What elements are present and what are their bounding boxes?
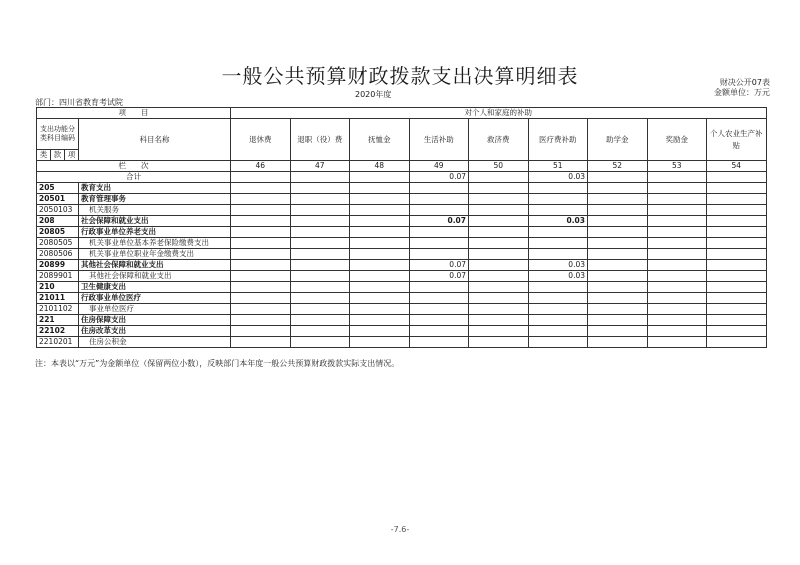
value-cell — [588, 326, 648, 337]
row-code: 210 — [37, 282, 79, 293]
value-cell — [528, 326, 588, 337]
value-cell — [469, 216, 529, 227]
value-cell — [409, 194, 469, 205]
value-cell — [350, 260, 410, 271]
value-cell — [231, 337, 291, 348]
page-number: -7.6- — [390, 525, 410, 534]
value-cell — [350, 216, 410, 227]
col-num-5: 50 — [469, 161, 529, 172]
value-cell — [528, 227, 588, 238]
value-cell — [231, 282, 291, 293]
value-cell — [647, 293, 707, 304]
value-cell — [528, 337, 588, 348]
value-cell — [707, 260, 767, 271]
header-row-1 — [37, 108, 767, 119]
item-header: 项 目 — [37, 108, 231, 119]
value-cell — [528, 282, 588, 293]
col-header-7: 助学金 — [588, 119, 648, 161]
value-cell — [350, 249, 410, 260]
value-cell — [350, 238, 410, 249]
table-row — [37, 315, 767, 326]
row-code: 2080505 — [37, 238, 79, 249]
value-cell — [409, 293, 469, 304]
row-code: 2080506 — [37, 249, 79, 260]
value-cell — [588, 205, 648, 216]
row-name: 社会保障和就业支出 — [79, 216, 231, 227]
row-name: 住房改革支出 — [79, 326, 231, 337]
row-code: 208 — [37, 216, 79, 227]
department-name: 部门：四川省教育考试院 — [35, 98, 123, 107]
row-code: 221 — [37, 315, 79, 326]
row-name: 其他社会保障和就业支出 — [79, 271, 231, 282]
col-header-4: 生活补助 — [409, 119, 469, 161]
value-cell — [469, 304, 529, 315]
row-name: 行政事业单位养老支出 — [79, 227, 231, 238]
lei-header: 类 — [37, 150, 51, 161]
value-cell: 0.07 — [409, 271, 469, 282]
value-cell — [350, 293, 410, 304]
value-cell — [290, 304, 350, 315]
value-cell — [409, 304, 469, 315]
value-cell — [231, 194, 291, 205]
value-cell — [588, 304, 648, 315]
value-cell — [469, 271, 529, 282]
expenditure-table — [36, 107, 767, 348]
row-code: 205 — [37, 183, 79, 194]
value-cell — [647, 227, 707, 238]
table-row — [37, 282, 767, 293]
value-cell — [290, 337, 350, 348]
value-cell — [469, 315, 529, 326]
row-name: 教育支出 — [79, 183, 231, 194]
value-cell — [409, 205, 469, 216]
value-cell — [350, 227, 410, 238]
value-cell — [707, 183, 767, 194]
col-header-3: 抚恤金 — [350, 119, 410, 161]
value-cell — [647, 183, 707, 194]
value-cell — [231, 271, 291, 282]
value-cell — [231, 227, 291, 238]
total-row — [37, 172, 767, 183]
kuan-header: 款 — [51, 150, 65, 161]
row-code: 20501 — [37, 194, 79, 205]
total-cell — [350, 172, 410, 183]
value-cell — [588, 227, 648, 238]
value-cell — [647, 249, 707, 260]
value-cell — [469, 337, 529, 348]
value-cell — [290, 183, 350, 194]
value-cell — [350, 194, 410, 205]
value-cell — [231, 260, 291, 271]
row-name: 行政事业单位医疗 — [79, 293, 231, 304]
value-cell — [469, 282, 529, 293]
table-row — [37, 326, 767, 337]
row-name: 住房保障支出 — [79, 315, 231, 326]
value-cell — [707, 271, 767, 282]
value-cell — [707, 337, 767, 348]
value-cell — [290, 271, 350, 282]
value-cell — [290, 260, 350, 271]
value-cell — [350, 337, 410, 348]
value-cell: 0.07 — [409, 216, 469, 227]
table-row — [37, 183, 767, 194]
value-cell — [588, 249, 648, 260]
col-header-9: 个人农业生产补贴 — [707, 119, 767, 161]
lanci-label: 栏 次 — [37, 161, 231, 172]
col-num-6: 51 — [528, 161, 588, 172]
value-cell: 0.03 — [528, 271, 588, 282]
col-num-1: 46 — [231, 161, 291, 172]
row-code: 20899 — [37, 260, 79, 271]
value-cell — [647, 260, 707, 271]
row-name: 事业单位医疗 — [79, 304, 231, 315]
table-row — [37, 271, 767, 282]
name-label-header: 科目名称 — [79, 119, 231, 161]
value-cell — [231, 249, 291, 260]
column-number-row — [37, 161, 767, 172]
value-cell — [469, 227, 529, 238]
table-row — [37, 227, 767, 238]
value-cell — [231, 205, 291, 216]
col-header-8: 奖励金 — [647, 119, 707, 161]
value-cell — [231, 216, 291, 227]
value-cell — [647, 315, 707, 326]
value-cell — [528, 238, 588, 249]
xiang-header: 项 — [65, 150, 79, 161]
value-cell — [707, 282, 767, 293]
value-cell — [707, 194, 767, 205]
value-cell — [469, 293, 529, 304]
value-cell — [707, 227, 767, 238]
table-row — [37, 194, 767, 205]
page-title: 一般公共预算财政拨款支出决算明细表 — [221, 64, 579, 88]
amount-unit: 金额单位：万元 — [714, 88, 770, 97]
value-cell: 0.03 — [528, 260, 588, 271]
value-cell — [707, 293, 767, 304]
value-cell — [647, 238, 707, 249]
value-cell — [231, 238, 291, 249]
row-name: 机关事业单位基本养老保险缴费支出 — [79, 238, 231, 249]
value-cell: 0.07 — [409, 260, 469, 271]
col-num-7: 52 — [588, 161, 648, 172]
value-cell — [647, 326, 707, 337]
value-cell — [409, 326, 469, 337]
value-cell — [707, 238, 767, 249]
value-cell — [707, 216, 767, 227]
col-header-6: 医疗费补助 — [528, 119, 588, 161]
value-cell — [647, 205, 707, 216]
table-row — [37, 238, 767, 249]
value-cell — [707, 326, 767, 337]
value-cell — [409, 282, 469, 293]
row-name: 住房公积金 — [79, 337, 231, 348]
row-name: 教育管理事务 — [79, 194, 231, 205]
value-cell — [707, 249, 767, 260]
value-cell — [290, 282, 350, 293]
value-cell — [647, 282, 707, 293]
value-cell — [469, 205, 529, 216]
value-cell — [647, 194, 707, 205]
code-label-header: 支出功能分类科目编码 — [37, 119, 79, 150]
total-cell — [707, 172, 767, 183]
total-cell — [290, 172, 350, 183]
table-row — [37, 216, 767, 227]
value-cell — [350, 326, 410, 337]
row-name: 卫生健康支出 — [79, 282, 231, 293]
value-cell — [290, 194, 350, 205]
value-cell — [350, 304, 410, 315]
col-num-2: 47 — [290, 161, 350, 172]
value-cell — [528, 249, 588, 260]
value-cell — [409, 315, 469, 326]
row-code: 22102 — [37, 326, 79, 337]
value-cell — [231, 183, 291, 194]
value-cell — [231, 315, 291, 326]
row-code: 2089901 — [37, 271, 79, 282]
value-cell — [290, 216, 350, 227]
value-cell — [290, 227, 350, 238]
value-cell — [231, 304, 291, 315]
value-cell — [647, 271, 707, 282]
col-header-1: 退休费 — [231, 119, 291, 161]
value-cell — [469, 183, 529, 194]
value-cell — [588, 183, 648, 194]
col-header-2: 退职（役）费 — [290, 119, 350, 161]
row-name: 机关事业单位职业年金缴费支出 — [79, 249, 231, 260]
row-name: 其他社会保障和就业支出 — [79, 260, 231, 271]
value-cell — [469, 238, 529, 249]
value-cell — [588, 315, 648, 326]
family-subsidy-header: 对个人和家庭的补助 — [231, 108, 767, 119]
value-cell — [707, 315, 767, 326]
value-cell — [409, 238, 469, 249]
value-cell — [290, 315, 350, 326]
row-code: 2101102 — [37, 304, 79, 315]
value-cell — [588, 271, 648, 282]
value-cell — [350, 271, 410, 282]
value-cell — [290, 249, 350, 260]
value-cell — [588, 238, 648, 249]
value-cell — [290, 293, 350, 304]
value-cell — [528, 304, 588, 315]
value-cell — [409, 337, 469, 348]
form-number: 财决公开07表 — [719, 78, 770, 87]
value-cell — [528, 194, 588, 205]
value-cell — [469, 194, 529, 205]
table-row — [37, 293, 767, 304]
col-num-3: 48 — [350, 161, 410, 172]
value-cell — [707, 205, 767, 216]
row-name: 机关服务 — [79, 205, 231, 216]
value-cell — [528, 205, 588, 216]
value-cell — [350, 183, 410, 194]
value-cell — [588, 260, 648, 271]
value-cell — [409, 249, 469, 260]
value-cell — [528, 293, 588, 304]
value-cell — [647, 216, 707, 227]
value-cell — [588, 337, 648, 348]
value-cell — [588, 282, 648, 293]
value-cell — [469, 249, 529, 260]
value-cell — [588, 293, 648, 304]
total-cell — [231, 172, 291, 183]
value-cell — [469, 260, 529, 271]
total-cell — [469, 172, 529, 183]
table-row — [37, 260, 767, 271]
value-cell — [707, 304, 767, 315]
value-cell — [528, 183, 588, 194]
total-cell — [647, 172, 707, 183]
value-cell — [290, 326, 350, 337]
value-cell — [647, 337, 707, 348]
value-cell — [469, 326, 529, 337]
value-cell — [350, 282, 410, 293]
row-code: 21011 — [37, 293, 79, 304]
footnote: 注：本表以“万元”为金额单位（保留两位小数），反映部门本年度一般公共预算财政拨款实际支出情况。 — [35, 359, 400, 368]
col-num-4: 49 — [409, 161, 469, 172]
value-cell — [290, 205, 350, 216]
table-row — [37, 337, 767, 348]
table-row — [37, 205, 767, 216]
total-cell — [588, 172, 648, 183]
col-num-9: 54 — [707, 161, 767, 172]
total-cell: 0.03 — [528, 172, 588, 183]
value-cell: 0.03 — [528, 216, 588, 227]
value-cell — [350, 205, 410, 216]
value-cell — [409, 227, 469, 238]
header-row-2 — [37, 119, 767, 150]
value-cell — [588, 216, 648, 227]
value-cell — [528, 315, 588, 326]
row-code: 2050103 — [37, 205, 79, 216]
value-cell — [588, 194, 648, 205]
value-cell — [409, 183, 469, 194]
col-num-8: 53 — [647, 161, 707, 172]
value-cell — [350, 315, 410, 326]
value-cell — [231, 326, 291, 337]
row-code: 2210201 — [37, 337, 79, 348]
table-row — [37, 249, 767, 260]
value-cell — [290, 238, 350, 249]
fiscal-year: 2020年度 — [355, 90, 392, 99]
row-code: 20805 — [37, 227, 79, 238]
table-row — [37, 304, 767, 315]
total-label: 合计 — [37, 172, 231, 183]
value-cell — [231, 293, 291, 304]
value-cell — [647, 304, 707, 315]
total-cell: 0.07 — [409, 172, 469, 183]
col-header-5: 救济费 — [469, 119, 529, 161]
